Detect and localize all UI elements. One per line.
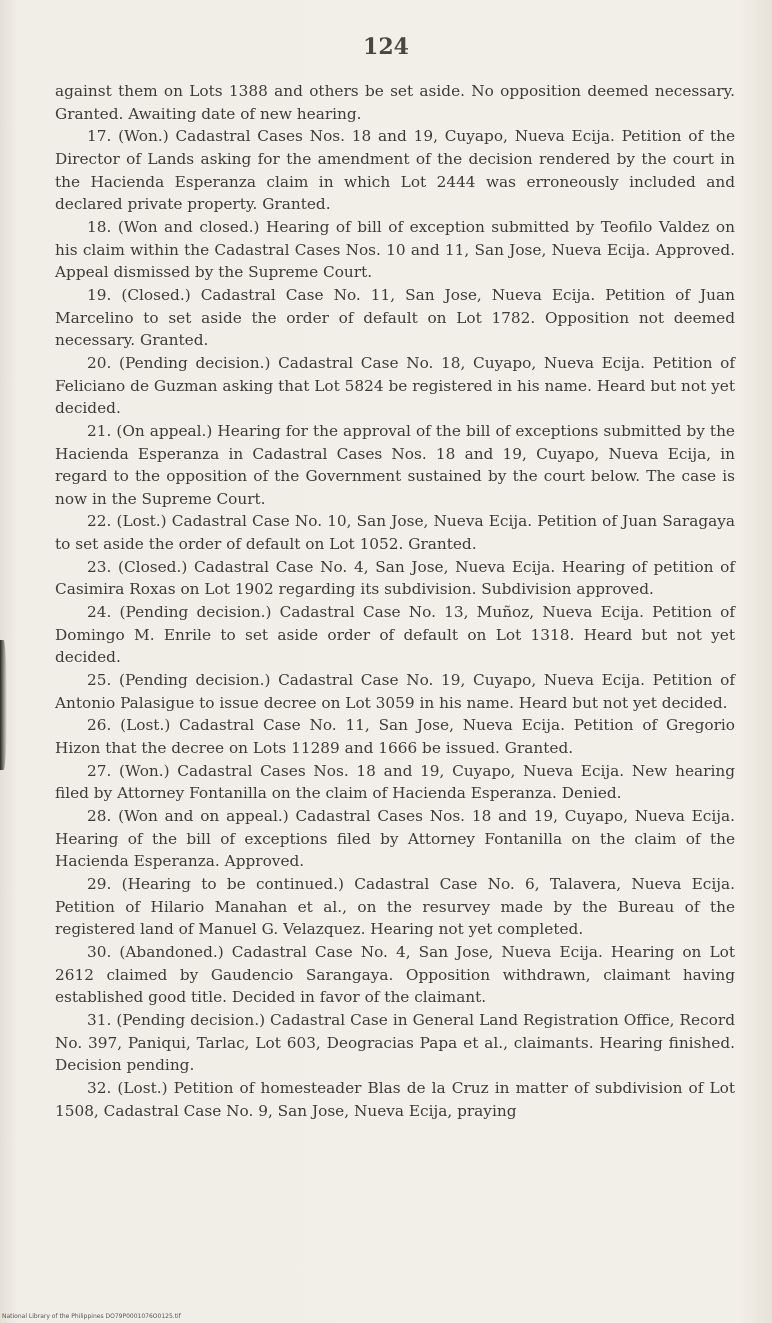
page-number: 124 [363, 34, 409, 60]
list-item: 22. (Lost.) Cadastral Case No. 10, San Jose, Nueva Ecija. Petition of Juan Saragaya to set aside the order of default on Lot 1052. Granted. [55, 512, 735, 554]
body-text [55, 80, 735, 1122]
list-item: 31. (Pending decision.) Cadastral Case in General Land Registration Office, Record No. 397, Paniqui, Tarlac, Lot 603, Deogracias Papa et al., claimants. Hearing finished. Decision pending. [55, 1010, 735, 1075]
list-item: 27. (Won.) Cadastral Cases Nos. 18 and 19, Cuyapo, Nueva Ecija. New hearing filed by Attorney Fontanilla on the claim of Hacienda Esperanza. Denied. [55, 761, 735, 803]
list-item: 18. (Won and closed.) Hearing of bill of exception submitted by Teofilo Valdez on his claim within the Cadastral Cases Nos. 10 and 11, San Jose, Nueva Ecija. Approved. Appeal dismissed by the Supreme Court. [55, 217, 735, 282]
list-item: 19. (Closed.) Cadastral Case No. 11, San Jose, Nueva Ecija. Petition of Juan Marcelino to set aside the order of default on Lot 1782. Opposition not deemed necessary. Granted. [55, 285, 735, 350]
list-item: 32. (Lost.) Petition of homesteader Blas de la Cruz in matter of subdivision of Lot 1508, Cadastral Case No. 9, San Jose, Nueva Ecija, praying [55, 1078, 735, 1120]
list-item: 29. (Hearing to be continued.) Cadastral Case No. 6, Talavera, Nueva Ecija. Petition of Hilario Manahan et al., on the resurvey made by the Bureau of the registered land of Manuel G. Velazquez. Hearing not yet completed. [55, 874, 735, 939]
list-item: 21. (On appeal.) Hearing for the approval of the bill of exceptions submitted by the Hacienda Esperanza in Cadastral Cases Nos. 18 and 19, Cuyapo, Nueva Ecija, in regard to the opposition of the Government sustained by the court below. The case is now in the Supreme Court. [55, 421, 735, 508]
list-item: 23. (Closed.) Cadastral Case No. 4, San Jose, Nueva Ecija. Hearing of petition of Casimira Roxas on Lot 1902 regarding its subdivision. Subdivision approved. [55, 557, 735, 599]
list-item: 28. (Won and on appeal.) Cadastral Cases Nos. 18 and 19, Cuyapo, Nueva Ecija. Hearing of the bill of exceptions filed by Attorney Fontanilla on the claim of the Hacienda Esperanza. Approved. [55, 807, 735, 871]
binding-shadow [0, 640, 7, 770]
list-item: 25. (Pending decision.) Cadastral Case No. 19, Cuyapo, Nueva Ecija. Petition of Antonio Palasigue to issue decree on Lot 3059 in his name. Heard but not yet decided. [55, 671, 735, 712]
opening-paragraph: against them on Lots 1388 and others be set aside. No opposition deemed necessary. Granted. Awaiting date of new hearing. [55, 82, 735, 123]
list-item: 17. (Won.) Cadastral Cases Nos. 18 and 19, Cuyapo, Nueva Ecija. Petition of the Director of Lands asking for the amendment of the decision rendered by the court in the Hacienda Esperanza claim in which Lot 2444 was erroneously included and declared private property. Granted. [55, 127, 735, 214]
list-item: 24. (Pending decision.) Cadastral Case No. 13, Muñoz, Nueva Ecija. Petition of Domingo M. Enrile to set aside order of default on Lot 1318. Heard but not yet decided. [55, 603, 735, 667]
list-item: 26. (Lost.) Cadastral Case No. 11, San Jose, Nueva Ecija. Petition of Gregorio Hizon that the decree on Lots 11289 and 1666 be issued. Granted. [55, 716, 735, 758]
list-item: 30. (Abandoned.) Cadastral Case No. 4, San Jose, Nueva Ecija. Hearing on Lot 2612 claimed by Gaudencio Sarangaya. Opposition withdrawn, claimant having established good title. Decided in favor of the claimant. [55, 942, 735, 1007]
scan-credit: National Library of the Philippines DO79P0001076O0125.tif [2, 1313, 181, 1320]
list-item: 20. (Pending decision.) Cadastral Case No. 18, Cuyapo, Nueva Ecija. Petition of Feliciano de Guzman asking that Lot 5824 be registered in his name. Heard but not yet decided. [55, 353, 735, 418]
